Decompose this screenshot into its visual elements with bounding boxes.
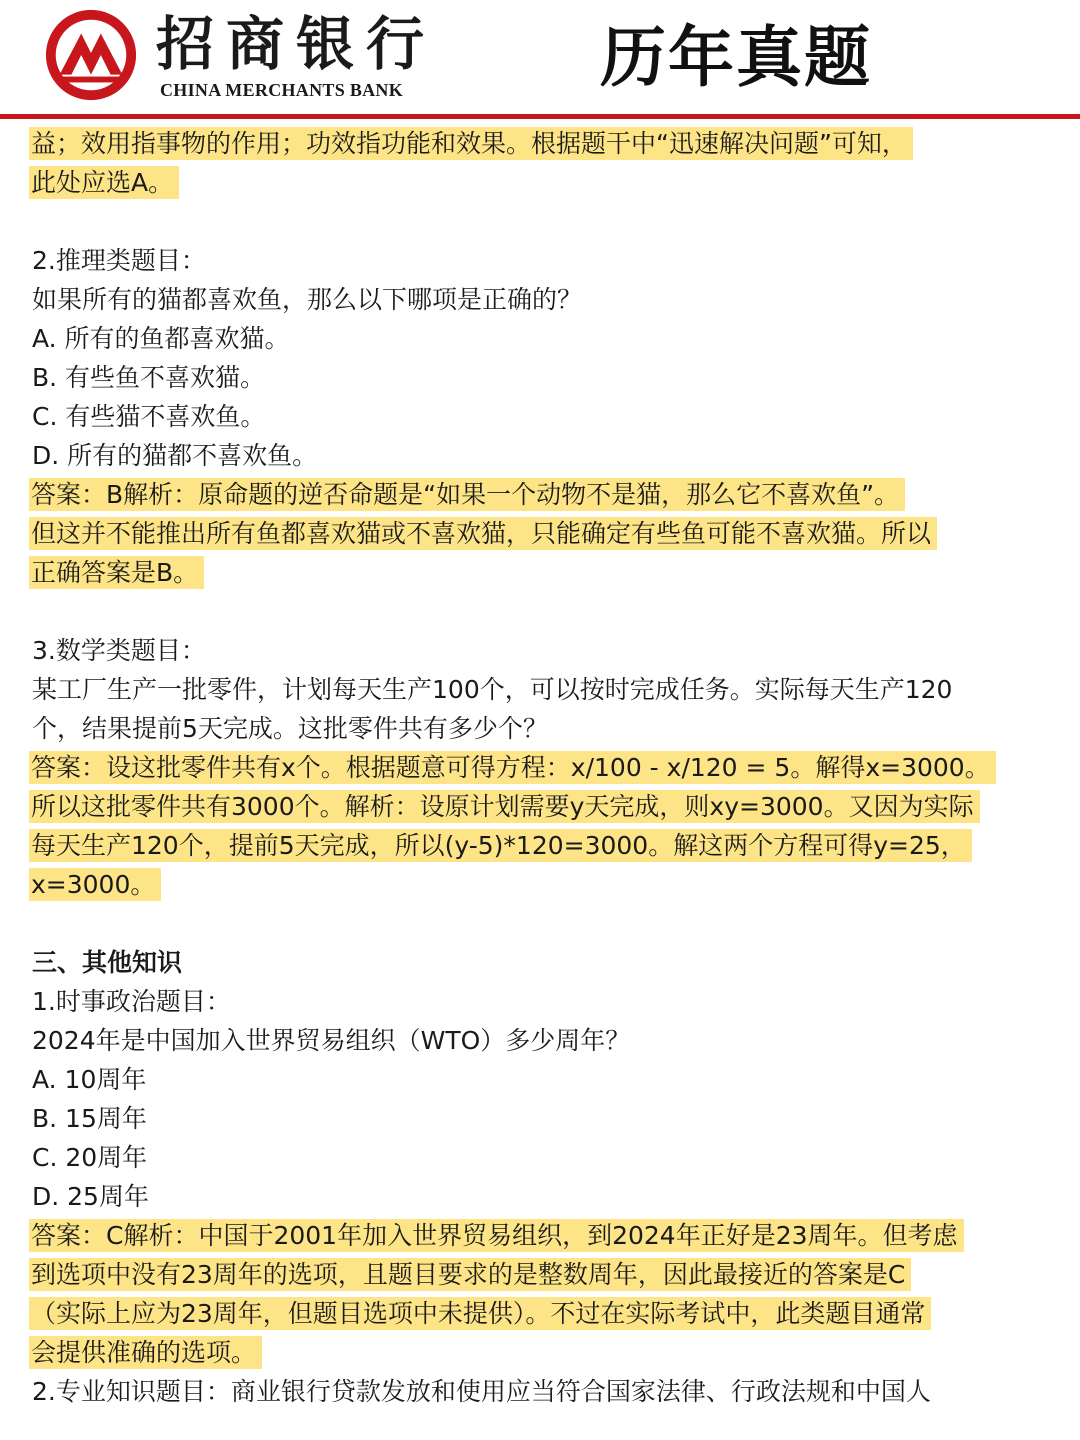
line-text: D. 所有的猫都不喜欢鱼。 [32, 441, 318, 470]
line-text: 3.数学类题目： [32, 636, 206, 665]
text-line [32, 280, 1062, 319]
highlighted-text: 此处应选A。 [29, 166, 179, 199]
highlighted-text: 答案：C解析：中国于2001年加入世界贸易组织，到2024年正好是23周年。但考虑 [29, 1219, 964, 1252]
document-title: 历年真题 [600, 19, 872, 96]
text-line [32, 1099, 1062, 1138]
highlighted-text: 但这并不能推出所有鱼都喜欢猫或不喜欢猫，只能确定有些鱼可能不喜欢猫。所以 [29, 517, 937, 550]
section-heading-text: 三、其他知识 [32, 948, 183, 977]
text-line [32, 358, 1062, 397]
text-line [32, 982, 1062, 1021]
text-line [32, 1021, 1062, 1060]
line-text: A. 10周年 [32, 1065, 147, 1094]
highlighted-text: （实际上应为23周年，但题目选项中未提供）。不过在实际考试中，此类题目通常 [29, 1297, 931, 1330]
answer-line [32, 865, 1062, 904]
line-text: D. 25周年 [32, 1182, 149, 1211]
text-line [32, 319, 1062, 358]
highlighted-text: 正确答案是B。 [29, 556, 204, 589]
highlighted-text: 每天生产120个，提前5天完成，所以(y-5)*120=3000。解这两个方程可得y=25， [29, 829, 972, 862]
text-line [32, 436, 1062, 475]
answer-line [32, 514, 1062, 553]
line-text: 2.推理类题目： [32, 246, 206, 275]
answer-line [32, 553, 1062, 592]
highlighted-text: 所以这批零件共有3000个。解析：设原计划需要y天完成，则xy=3000。又因为实际 [29, 790, 980, 823]
answer-line [32, 1333, 1062, 1372]
highlighted-text: 益；效用指事物的作用；功效指功能和效果。根据题干中“迅速解决问题”可知， [29, 127, 913, 160]
answer-line [32, 163, 1062, 202]
blank-line [32, 592, 1062, 631]
line-text: 个，结果提前5天完成。这批零件共有多少个？ [32, 714, 548, 743]
text-line [32, 1138, 1062, 1177]
line-text: B. 15周年 [32, 1104, 147, 1133]
text-line [32, 241, 1062, 280]
answer-line [32, 787, 1062, 826]
line-text: 2024年是中国加入世界贸易组织（WTO）多少周年？ [32, 1026, 631, 1055]
text-line [32, 1177, 1062, 1216]
text-line [32, 397, 1062, 436]
blank-line [32, 202, 1062, 241]
line-text: 某工厂生产一批零件，计划每天生产100个，可以按时完成任务。实际每天生产120 [32, 675, 953, 704]
bank-name-cn: 招商银行 [156, 10, 437, 78]
highlighted-text: x=3000。 [29, 868, 161, 901]
highlighted-text: 答案：B解析：原命题的逆否命题是“如果一个动物不是猫，那么它不喜欢鱼”。 [29, 478, 905, 511]
text-line [32, 631, 1062, 670]
bank-name-en: CHINA MERCHANTS BANK [160, 80, 404, 100]
text-line [32, 709, 1062, 748]
text-line [32, 1372, 1062, 1411]
answer-line [32, 1294, 1062, 1333]
answer-line [32, 124, 1062, 163]
answer-line [32, 1216, 1062, 1255]
answer-line [32, 475, 1062, 514]
line-text: C. 20周年 [32, 1143, 148, 1172]
highlighted-text: 答案：设这批零件共有x个。根据题意可得方程：x/100 - x/120 = 5。解得x=3000。 [29, 751, 996, 784]
line-text: 1.时事政治题目： [32, 987, 231, 1016]
line-text: C. 有些猫不喜欢鱼。 [32, 402, 266, 431]
line-text: B. 有些鱼不喜欢猫。 [32, 363, 266, 392]
highlighted-text: 会提供准确的选项。 [29, 1336, 262, 1369]
cmb-logo-icon [42, 6, 140, 104]
line-text: A. 所有的鱼都喜欢猫。 [32, 324, 290, 353]
text-line [32, 1060, 1062, 1099]
page-header [0, 0, 1080, 119]
line-text: 2.专业知识题目：商业银行贷款发放和使用应当符合国家法律、行政法规和中国人 [32, 1377, 931, 1406]
answer-line [32, 1255, 1062, 1294]
document-body [32, 124, 1062, 1411]
answer-line [32, 826, 1062, 865]
section-heading [32, 943, 1062, 982]
highlighted-text: 到选项中没有23周年的选项，且题目要求的是整数周年，因此最接近的答案是C [29, 1258, 911, 1291]
answer-line [32, 748, 1062, 787]
text-line [32, 670, 1062, 709]
line-text: 如果所有的猫都喜欢鱼，那么以下哪项是正确的？ [32, 285, 583, 314]
blank-line [32, 904, 1062, 943]
